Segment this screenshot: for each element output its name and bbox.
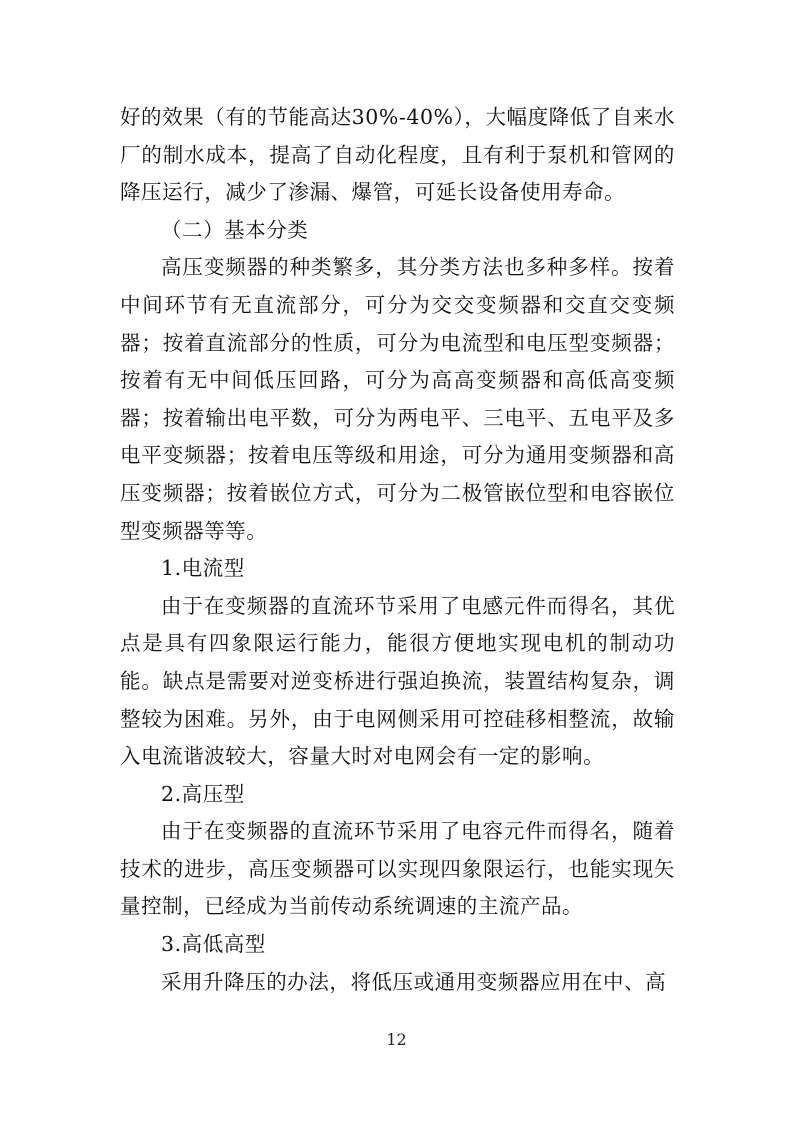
body-paragraph-classification: 高压变频器的种类繁多，其分类方法也多种多样。按着中间环节有无直流部分，可分为交交变频器和交直交变频器；按着直流部分的性质，可分为电流型和电压型变频器；按着有无中间低压回路，可分为高高变频器和高低高变频器；按着输出电平数，可分为两电平、三电平、五电平及多电平变频器；按着电压等级和用途，可分为通用变频器和高压变频器；按着嵌位方式，可分为二极管嵌位型和电容嵌位型变频器等等。 [120,255,675,543]
subheading-high-voltage-type: 2.高压型 [161,781,245,806]
body-paragraph-current-type: 由于在变频器的直流环节采用了电感元件而得名，其优点是具有四象限运行能力，能很方便地实现电机的制动功能。缺点是需要对逆变桥进行强迫换流，装置结构复杂，调整较为困难。另外，由于电网侧采用可控硅移相整流，故输入电流谐波较大，容量大时对电网会有一定的影响。 [120,593,675,769]
subheading-high-low-high-type: 3.高低高型 [161,932,266,957]
page-number: 12 [386,1030,407,1049]
body-paragraph-high-voltage-type: 由于在变频器的直流环节采用了电容元件而得名，随着技术的进步，高压变频器可以实现四象限运行，也能实现矢量控制，已经成为当前传动系统调速的主流产品。 [120,819,675,919]
page-body [120,99,675,1001]
section-heading-basic-classification: （二）基本分类 [161,217,309,242]
body-paragraph-continued: 好的效果（有的节能高达30%-40%），大幅度降低了自来水厂的制水成本，提高了自动化程度，且有利于泵机和管网的降压运行，减少了渗漏、爆管，可延长设备使用寿命。 [120,105,675,205]
subheading-current-type: 1.电流型 [161,556,245,581]
body-paragraph-high-low-high-type: 采用升降压的办法，将低压或通用变频器应用在中、高 [161,969,667,994]
